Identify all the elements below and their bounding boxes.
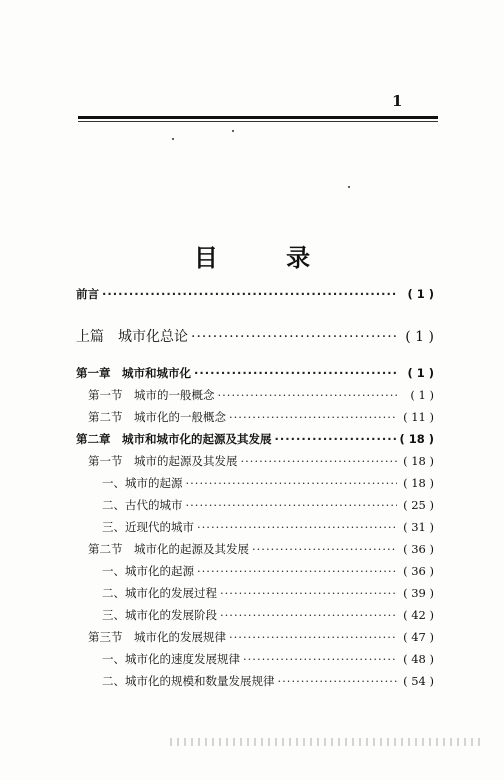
toc-entry[interactable]	[102, 475, 434, 491]
toc-entry[interactable]	[76, 431, 434, 447]
toc-label: 二、城市化的规模和数量发展规律	[102, 674, 275, 688]
toc-label: 三、近现代的城市	[102, 520, 194, 534]
toc-leader	[191, 329, 397, 345]
toc-label: 第三节 城市化的发展规律	[88, 630, 226, 644]
scan-noise	[170, 738, 480, 746]
toc-entry[interactable]	[102, 497, 434, 513]
toc-label: 上篇 城市化总论	[76, 329, 188, 345]
toc-page: ( 25 )	[403, 498, 434, 512]
header-rule	[78, 116, 438, 119]
header-rule-thin	[78, 121, 438, 122]
toc-label: 第二章 城市和城市化的起源及其发展	[76, 432, 272, 446]
toc-entry[interactable]	[88, 541, 434, 557]
toc-entry[interactable]	[102, 673, 434, 689]
toc-leader	[102, 287, 397, 301]
toc-page: ( 18 )	[403, 454, 434, 468]
toc-label: 第一节 城市的一般概念	[88, 388, 215, 402]
toc-leader	[194, 366, 397, 380]
toc-entry[interactable]	[102, 607, 434, 623]
toc-page: ( 31 )	[403, 520, 434, 534]
toc-page: ( 18 )	[399, 432, 434, 446]
toc-page: ( 36 )	[403, 564, 434, 578]
toc-label: 第二节 城市化的一般概念	[88, 410, 226, 424]
toc-label: 一、城市化的起源	[102, 564, 194, 578]
toc-entry[interactable]	[76, 326, 434, 345]
toc-leader	[229, 630, 397, 644]
toc-entry[interactable]	[76, 365, 434, 381]
scan-speck	[172, 138, 174, 140]
toc-entry[interactable]	[88, 387, 434, 403]
toc-entry[interactable]	[88, 409, 434, 425]
toc-leader	[197, 520, 397, 534]
toc-leader	[186, 476, 398, 490]
page-number: 1	[392, 92, 403, 110]
toc-entry[interactable]	[76, 286, 434, 302]
toc-label: 第一章 城市和城市化	[76, 366, 191, 380]
toc-label: 一、城市的起源	[102, 476, 183, 490]
toc-entry[interactable]	[102, 651, 434, 667]
toc-label: 二、城市化的发展过程	[102, 586, 217, 600]
toc-entry[interactable]	[88, 453, 434, 469]
toc-page: ( 36 )	[403, 542, 434, 556]
scan-speck	[348, 186, 350, 188]
toc-page: ( 1 )	[410, 388, 434, 402]
page-title: 目 录	[193, 243, 341, 272]
scan-speck	[232, 130, 234, 132]
toc-entry[interactable]	[88, 629, 434, 645]
toc-page: ( 42 )	[403, 608, 434, 622]
toc-leader	[186, 498, 398, 512]
toc-entry[interactable]	[102, 585, 434, 601]
toc-page: ( 18 )	[403, 476, 434, 490]
toc-leader	[278, 674, 398, 688]
toc-leader	[197, 564, 397, 578]
toc-leader	[252, 542, 397, 556]
toc-entry[interactable]	[102, 519, 434, 535]
toc-page: ( 54 )	[403, 674, 434, 688]
toc-label: 前言	[76, 287, 99, 301]
toc-page: ( 39 )	[403, 586, 434, 600]
toc-page: ( 48 )	[403, 652, 434, 666]
toc-leader	[275, 432, 397, 446]
toc-page: ( 1 )	[405, 329, 434, 345]
toc-page: ( 47 )	[403, 630, 434, 644]
toc-leader	[220, 608, 397, 622]
toc-leader	[229, 410, 397, 424]
toc-label: 第二节 城市化的起源及其发展	[88, 542, 249, 556]
toc-page: ( 1 )	[407, 287, 434, 301]
toc-leader	[243, 652, 397, 666]
toc-label: 三、城市化的发展阶段	[102, 608, 217, 622]
toc-label: 一、城市化的速度发展规律	[102, 652, 240, 666]
toc-label: 二、古代的城市	[102, 498, 183, 512]
toc-page: ( 1 )	[407, 366, 434, 380]
toc-leader	[218, 388, 398, 402]
toc-entry[interactable]	[102, 563, 434, 579]
toc-label: 第一节 城市的起源及其发展	[88, 454, 238, 468]
toc-leader	[241, 454, 398, 468]
toc-page: ( 11 )	[403, 410, 434, 424]
toc-leader	[220, 586, 397, 600]
